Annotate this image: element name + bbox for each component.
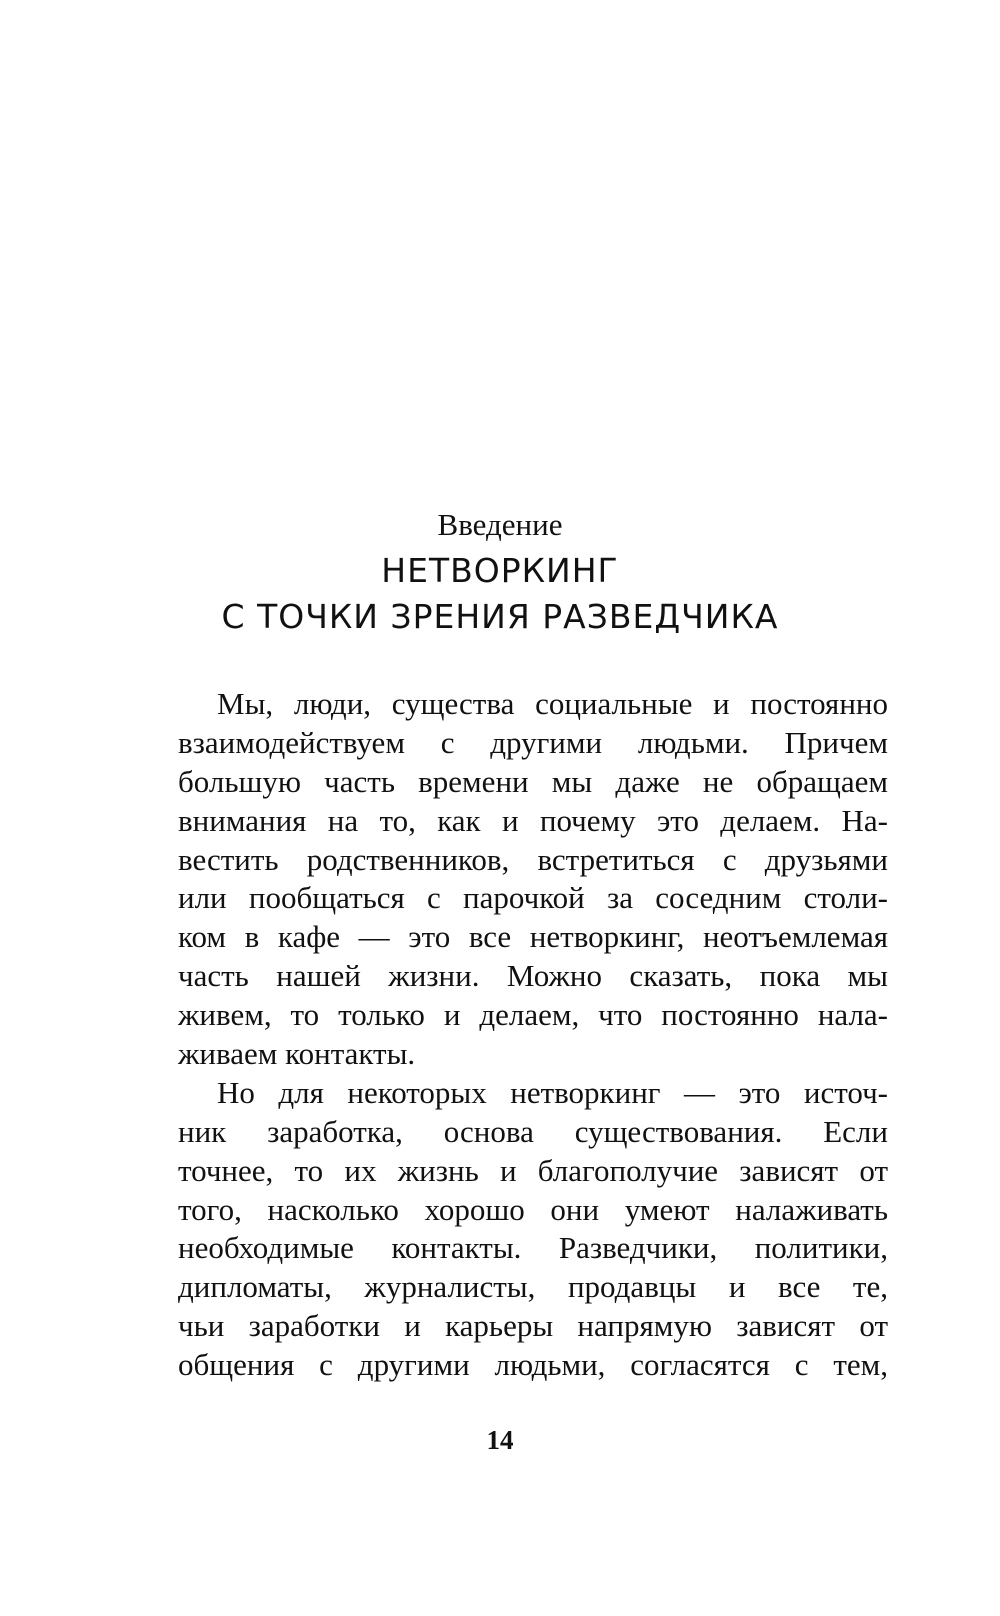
- paragraph: [178, 1074, 888, 1385]
- page-number: 14: [486, 1425, 514, 1455]
- chapter-title-line: С ТОЧКИ ЗРЕНИЯ РАЗВЕДЧИКА: [221, 597, 779, 636]
- chapter-label: Введение: [437, 507, 563, 542]
- text-line: общения с другими людьми, согласятся с тем,: [178, 1347, 888, 1383]
- text-line: часть нашей жизни. Можно сказать, пока мы: [178, 958, 888, 994]
- text-line: вестить родственников, встретиться с друзьями: [178, 841, 888, 877]
- text-line: ник заработка, основа существования. Если: [178, 1113, 888, 1149]
- chapter-title-line: НЕТВОРКИНГ: [381, 551, 619, 590]
- text-line: Мы, люди, существа социальные и постоянно: [217, 686, 888, 721]
- text-line: или пообщаться с парочкой за соседним столи-: [178, 880, 888, 916]
- text-line: живаем контакты.: [178, 1036, 416, 1072]
- chapter-title: [0, 548, 1000, 640]
- text-line: того, насколько хорошо они умеют налаживать: [178, 1191, 888, 1227]
- text-line: необходимые контакты. Разведчики, политики,: [178, 1230, 888, 1266]
- text-line: ком в кафе — это все нетворкинг, неотъемлемая: [178, 919, 888, 955]
- text-line: внимания на то, как и почему это делаем. На-: [178, 802, 888, 838]
- text-line: взаимодействуем с другими людьми. Причем: [178, 724, 888, 760]
- paragraph: [178, 685, 888, 1074]
- text-line: большую часть времени мы даже не обращаем: [178, 763, 888, 799]
- text-line: Но для некоторых нетворкинг — это источ-: [217, 1074, 888, 1110]
- text-line: точнее, то их жизнь и благополучие зависят от: [178, 1152, 888, 1188]
- text-line: дипломаты, журналисты, продавцы и все те,: [178, 1269, 888, 1305]
- text-line: чьи заработки и карьеры напрямую зависят от: [178, 1308, 888, 1344]
- body-text: [178, 685, 888, 1385]
- text-line: живем, то только и делаем, что постоянно нала-: [178, 997, 888, 1033]
